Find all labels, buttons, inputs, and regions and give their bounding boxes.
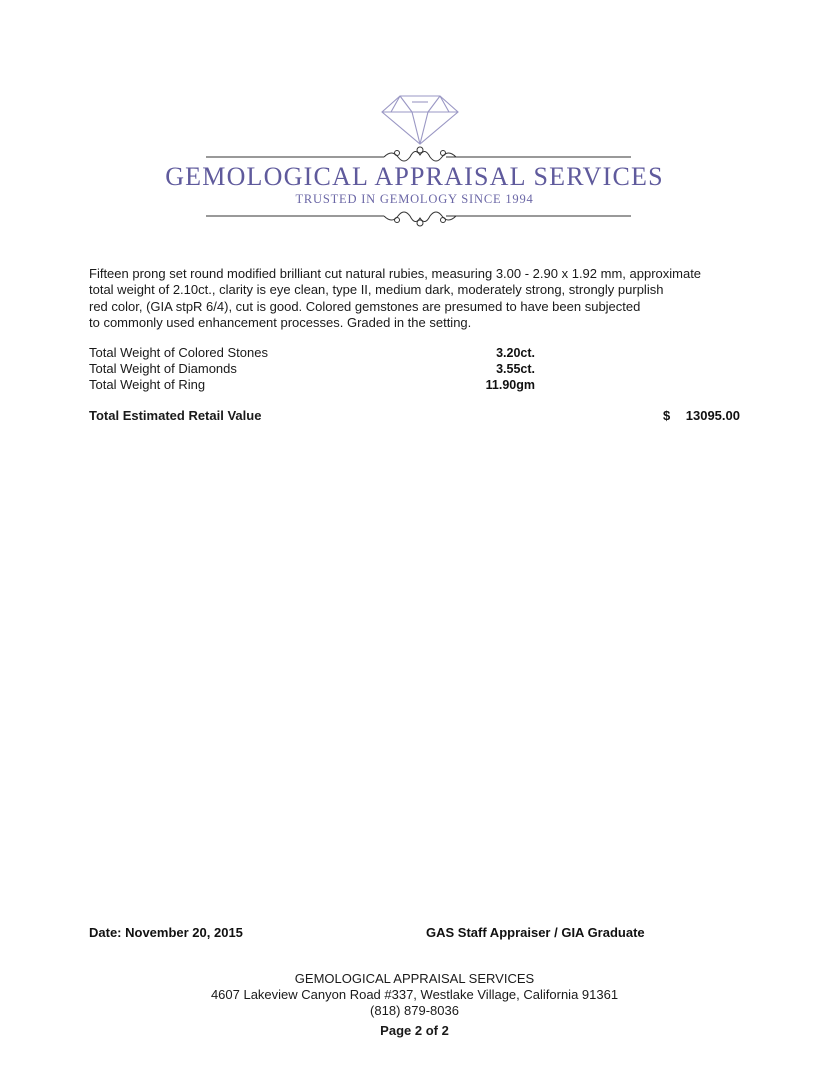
weight-value: 11.90gm (485, 378, 535, 392)
page-number: Page 2 of 2 (380, 1023, 449, 1038)
retail-value-amount: 13095.00 (685, 408, 740, 423)
weight-row-colored-stones (89, 345, 268, 360)
footer-phone: (818) 879-8036 (370, 1003, 459, 1018)
description-line: Fifteen prong set round modified brilliant cut natural rubies, measuring 3.00 - 2.90 x 1.92 mm, approximate (89, 266, 702, 281)
appraiser-title: GAS Staff Appraiser / GIA Graduate (426, 925, 645, 940)
weight-row-ring (89, 377, 205, 392)
description-line: red color, (GIA stpR 6/4), cut is good. Colored gemstones are presumed to have been subjected (89, 298, 641, 314)
description-line: total weight of 2.10ct., clarity is eye clean, type II, medium dark, moderately strong, strongly purplish (89, 282, 664, 298)
company-name: GEMOLOGICAL APPRAISAL SERVICES (165, 162, 664, 191)
description-line: to commonly used enhancement processes. Graded in the setting. (89, 315, 472, 331)
top-flourish-rule (206, 147, 631, 161)
item-description (89, 266, 749, 332)
weight-value: 3.55ct. (496, 362, 535, 376)
weight-label: Total Weight of Diamonds (89, 361, 237, 376)
weight-value: 3.20ct. (496, 346, 535, 360)
appraisal-date: Date: November 20, 2015 (89, 925, 243, 940)
weight-label: Total Weight of Colored Stones (89, 345, 268, 360)
footer-address: 4607 Lakeview Canyon Road #337, Westlake Village, California 91361 (210, 987, 619, 1002)
retail-value-label: Total Estimated Retail Value (89, 408, 262, 423)
footer-company: GEMOLOGICAL APPRAISAL SERVICES (294, 971, 535, 986)
bottom-flourish-rule (206, 212, 631, 226)
weight-row-diamonds (89, 361, 237, 376)
company-tagline: TRUSTED IN GEMOLOGY SINCE 1994 (295, 192, 534, 206)
currency-symbol: $ (663, 408, 671, 423)
weight-label: Total Weight of Ring (89, 377, 206, 392)
diamond-icon (382, 96, 458, 144)
